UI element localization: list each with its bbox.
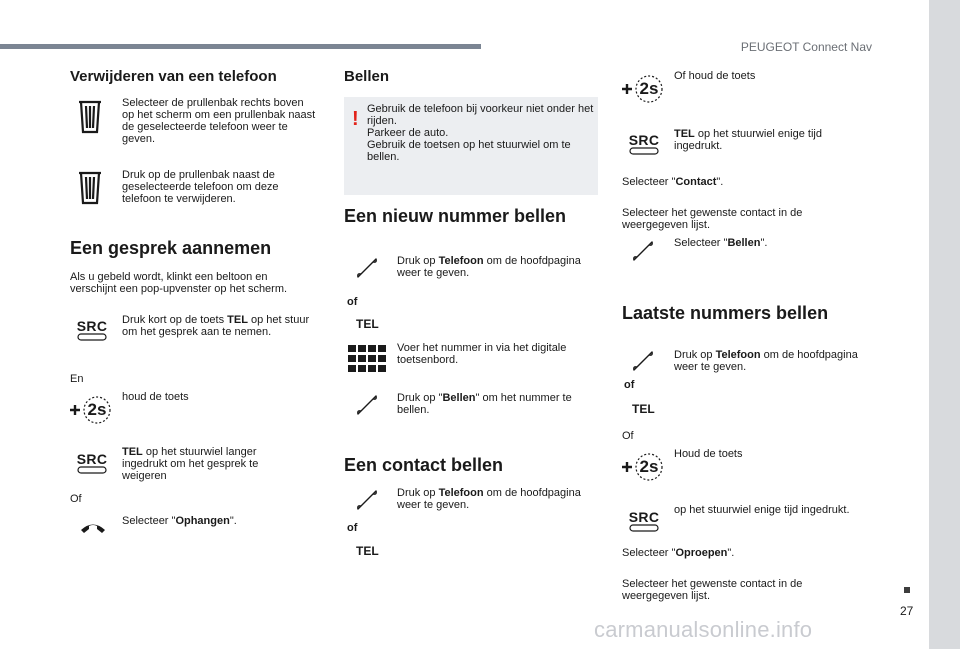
- phone-icon: [630, 348, 656, 374]
- hold-2s-icon: [68, 395, 112, 425]
- recent-step-2: Houd de toets: [674, 448, 743, 460]
- handset-icon: [629, 147, 659, 155]
- section-title-remove-phone: Verwijderen van een telefoon: [70, 68, 277, 85]
- or-label: Of: [622, 430, 634, 442]
- src-button-icon: [72, 447, 112, 479]
- section-title-recent-calls: Laatste nummers bellen: [622, 303, 829, 323]
- new-number-step-2: Voer het nummer in via het digitale toetsenbord.: [397, 342, 567, 366]
- remove-step-1: Selecteer de prullenbak rechts boven op het scherm om een prullenbak naast de geselecteerde telefoon weer te geven.: [122, 97, 316, 145]
- src-label: SRC: [628, 509, 660, 525]
- keypad-icon: [348, 345, 386, 373]
- recent-step-4: Selecteer "Oproepen".: [622, 547, 735, 559]
- new-number-step-3: Druk op "Bellen" om het nummer te bellen.: [397, 392, 572, 416]
- phone-icon: [354, 255, 380, 281]
- src-label: SRC: [628, 132, 660, 148]
- remove-step-2: Druk op de prullenbak naast de geselecteerde telefoon om deze telefoon te verwijderen.: [122, 169, 279, 205]
- recent-step-3: op het stuurwiel enige tijd ingedrukt.: [674, 504, 850, 516]
- new-number-step-1: Druk op Telefoon om de hoofdpagina weer te geven.: [397, 255, 581, 279]
- contact-cont-step-5: Selecteer "Bellen".: [674, 237, 768, 249]
- contact-cont-step-2: TEL op het stuurwiel enige tijd ingedrukt.: [674, 128, 822, 152]
- answer-step-1: Druk kort op de toets TEL op het stuur om het gesprek aan te nemen.: [122, 314, 310, 338]
- contact-step-1: Druk op Telefoon om de hoofdpagina weer te geven.: [397, 487, 581, 511]
- contact-cont-step-1: Of houd de toets: [674, 70, 756, 82]
- or-label: of: [347, 296, 358, 308]
- hold-2s-label: 2s: [639, 457, 659, 476]
- and-label: En: [70, 373, 84, 385]
- answer-intro: Als u gebeld wordt, klinkt een beltoon en verschijnt een pop-upvenster op het scherm.: [70, 271, 288, 295]
- header-bar: [0, 44, 481, 49]
- section-title-new-number: Een nieuw nummer bellen: [344, 206, 567, 226]
- handset-icon: [629, 524, 659, 532]
- src-button-icon: [72, 314, 112, 346]
- watermark: carmanualsonline.info: [594, 617, 813, 642]
- or-label: of: [624, 379, 635, 391]
- recent-step-1: Druk op Telefoon om de hoofdpagina weer te geven.: [674, 349, 858, 373]
- recent-step-5: Selecteer het gewenste contact in de weergegeven lijst.: [622, 578, 803, 602]
- hold-2s-label: 2s: [87, 400, 107, 419]
- hang-up-icon: [78, 516, 108, 536]
- corner-marker: [904, 587, 910, 593]
- section-title-call-contact: Een contact bellen: [344, 455, 504, 475]
- hold-2s-icon: [620, 452, 664, 482]
- answer-step-4: Selecteer "Ophangen".: [122, 515, 237, 527]
- header-title: PEUGEOT Connect Nav: [740, 40, 872, 54]
- tel-label: TEL: [356, 317, 379, 331]
- src-button-icon: [624, 128, 664, 160]
- phone-icon: [354, 487, 380, 513]
- or-label: of: [347, 522, 358, 534]
- src-button-icon: [624, 505, 664, 537]
- warning-text: Gebruik de telefoon bij voorkeur niet onder het rijden. Parkeer de auto. Gebruik de toetsen op het stuurwiel om te bellen.: [367, 103, 594, 163]
- section-title-calling: Bellen: [344, 68, 390, 85]
- trash-icon: [76, 169, 104, 207]
- page-edge-strip: [929, 0, 960, 649]
- hold-2s-icon: [620, 74, 664, 104]
- src-label: SRC: [76, 318, 108, 334]
- contact-cont-step-4: Selecteer het gewenste contact in de weergegeven lijst.: [622, 207, 803, 231]
- answer-step-3: TEL op het stuurwiel langer ingedrukt om het gesprek te weigeren: [122, 446, 259, 482]
- phone-icon: [354, 392, 380, 418]
- trash-icon: [76, 98, 104, 136]
- contact-cont-step-3: Selecteer "Contact".: [622, 176, 724, 188]
- src-label: SRC: [76, 451, 108, 467]
- phone-icon: [630, 238, 656, 264]
- tel-label: TEL: [356, 544, 379, 558]
- warning-icon: !: [352, 108, 359, 130]
- answer-step-2: houd de toets: [122, 391, 189, 403]
- handset-icon: [77, 466, 107, 474]
- or-label: Of: [70, 493, 82, 505]
- handset-icon: [77, 333, 107, 341]
- section-title-answer-call: Een gesprek aannemen: [70, 238, 272, 258]
- tel-label: TEL: [632, 402, 655, 416]
- hold-2s-label: 2s: [639, 79, 659, 98]
- page-number: 27: [900, 604, 914, 618]
